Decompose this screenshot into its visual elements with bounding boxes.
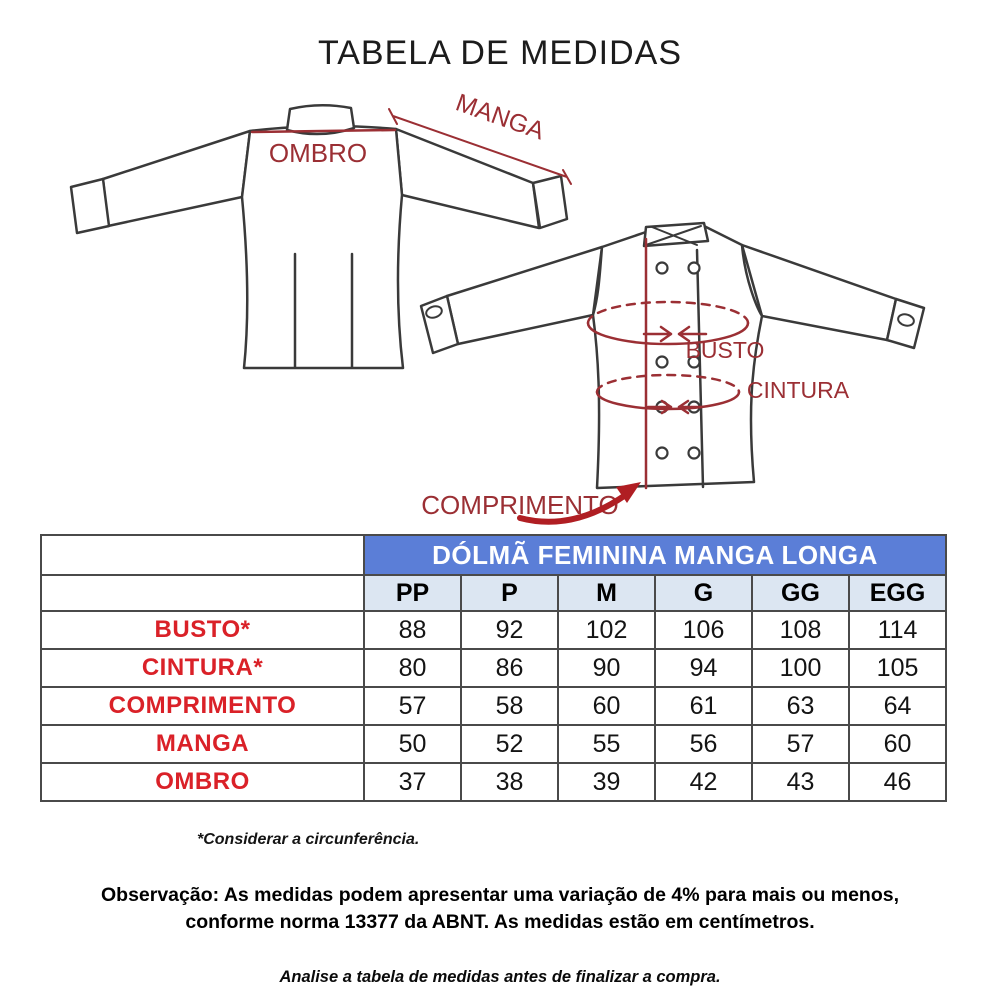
cell-busto-egg: 114 (849, 611, 946, 649)
front-left-sleeve (447, 247, 602, 344)
page-title: TABELA DE MEDIDAS (317, 34, 683, 72)
sleeve-label: MANGA (452, 88, 548, 146)
size-col-gg: GG (752, 575, 849, 611)
size-col-egg: EGG (849, 575, 946, 611)
circumference-note: *Considerar a circunferência. (197, 831, 420, 848)
back-left-sleeve (103, 131, 250, 226)
cell-busto-gg: 108 (752, 611, 849, 649)
cell-cintura-gg: 100 (752, 649, 849, 687)
cell-comprimento-gg: 63 (752, 687, 849, 725)
jacket-front-view (421, 223, 924, 488)
cell-comprimento-pp: 57 (364, 687, 461, 725)
cell-cintura-m: 90 (558, 649, 655, 687)
cell-ombro-m: 39 (558, 763, 655, 801)
cell-comprimento-m: 60 (558, 687, 655, 725)
cell-manga-m: 55 (558, 725, 655, 763)
waist-label: CINTURA (746, 377, 850, 403)
back-right-sleeve (396, 129, 539, 228)
table-row-comprimento (41, 687, 946, 725)
cell-manga-g: 56 (655, 725, 752, 763)
cell-manga-p: 52 (461, 725, 558, 763)
cell-cintura-g: 94 (655, 649, 752, 687)
size-header-row (41, 575, 946, 611)
table-row-manga (41, 725, 946, 763)
table-spacer (41, 575, 364, 611)
cell-busto-g: 106 (655, 611, 752, 649)
length-label: COMPRIMENTO (421, 490, 619, 520)
row-label-cintura: CINTURA* (41, 649, 364, 687)
cell-ombro-egg: 46 (849, 763, 946, 801)
final-note: Analise a tabela de medidas antes de finalizar a compra. (279, 968, 721, 986)
shoulder-label: OMBRO (268, 138, 368, 168)
cell-ombro-gg: 43 (752, 763, 849, 801)
table-row-ombro (41, 763, 946, 801)
garment-measurement-diagram (0, 80, 1000, 530)
back-left-cuff (71, 179, 109, 233)
cell-busto-pp: 88 (364, 611, 461, 649)
table-title-row (41, 535, 946, 575)
row-label-manga: MANGA (41, 725, 364, 763)
table-row-cintura (41, 649, 946, 687)
back-right-cuff (533, 176, 567, 228)
row-label-comprimento: COMPRIMENTO (41, 687, 364, 725)
cell-manga-egg: 60 (849, 725, 946, 763)
cell-cintura-p: 86 (461, 649, 558, 687)
table-spacer (41, 535, 364, 575)
cell-cintura-pp: 80 (364, 649, 461, 687)
cell-comprimento-p: 58 (461, 687, 558, 725)
measurements-table (40, 534, 947, 802)
size-col-m: M (558, 575, 655, 611)
cell-comprimento-egg: 64 (849, 687, 946, 725)
size-col-g: G (655, 575, 752, 611)
cell-ombro-p: 38 (461, 763, 558, 801)
front-right-sleeve (742, 245, 896, 340)
cell-busto-p: 92 (461, 611, 558, 649)
table-title: DÓLMÃ FEMININA MANGA LONGA (364, 535, 946, 575)
observation-line-1: Observação: As medidas podem apresentar uma variação de 4% para mais ou menos, (100, 884, 899, 906)
observation-line-2: conforme norma 13377 da ABNT. As medidas estão em centímetros. (185, 911, 815, 933)
observation-note (0, 882, 1000, 936)
cell-cintura-egg: 105 (849, 649, 946, 687)
size-col-p: P (461, 575, 558, 611)
cell-manga-gg: 57 (752, 725, 849, 763)
cell-comprimento-g: 61 (655, 687, 752, 725)
cell-ombro-g: 42 (655, 763, 752, 801)
cell-busto-m: 102 (558, 611, 655, 649)
table-row-busto (41, 611, 946, 649)
bust-label: BUSTO (685, 337, 765, 363)
row-label-busto: BUSTO* (41, 611, 364, 649)
cell-ombro-pp: 37 (364, 763, 461, 801)
cell-manga-pp: 50 (364, 725, 461, 763)
size-col-pp: PP (364, 575, 461, 611)
row-label-ombro: OMBRO (41, 763, 364, 801)
